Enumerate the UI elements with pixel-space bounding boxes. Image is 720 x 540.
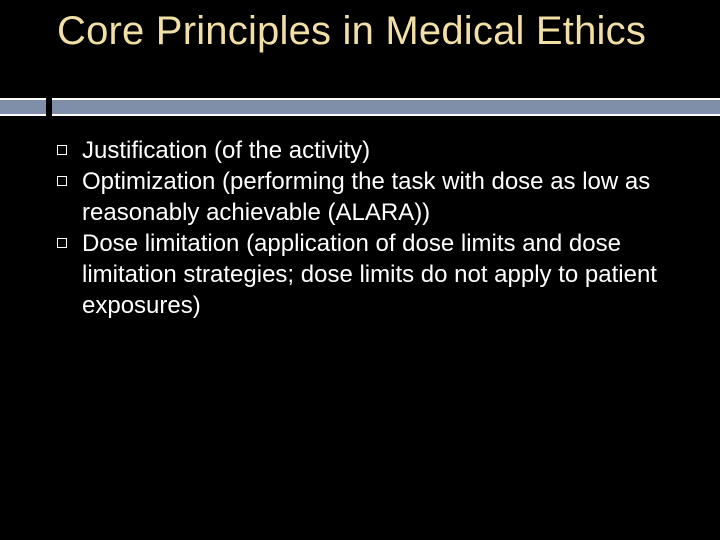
- square-bullet-icon: [57, 145, 67, 155]
- bullet-text: Dose limitation (application of dose limits and dose limitation strategies; dose limits do not apply to patient exposures): [82, 230, 657, 319]
- title-divider-bar: [52, 98, 720, 116]
- title-divider-block: [0, 98, 46, 116]
- bullet-text: Optimization (performing the task with dose as low as reasonably achievable (ALARA)): [82, 168, 651, 226]
- bullet-text: Justification (of the activity): [82, 137, 371, 164]
- square-bullet-icon: [57, 238, 67, 248]
- bullet-item-optimization: [0, 166, 720, 228]
- square-bullet-icon: [57, 176, 67, 186]
- slide-title: Core Principles in Medical Ethics: [57, 9, 647, 53]
- bullet-list: [0, 135, 720, 321]
- bullet-item-dose-limitation: [0, 228, 720, 321]
- bullet-item-justification: [0, 135, 720, 166]
